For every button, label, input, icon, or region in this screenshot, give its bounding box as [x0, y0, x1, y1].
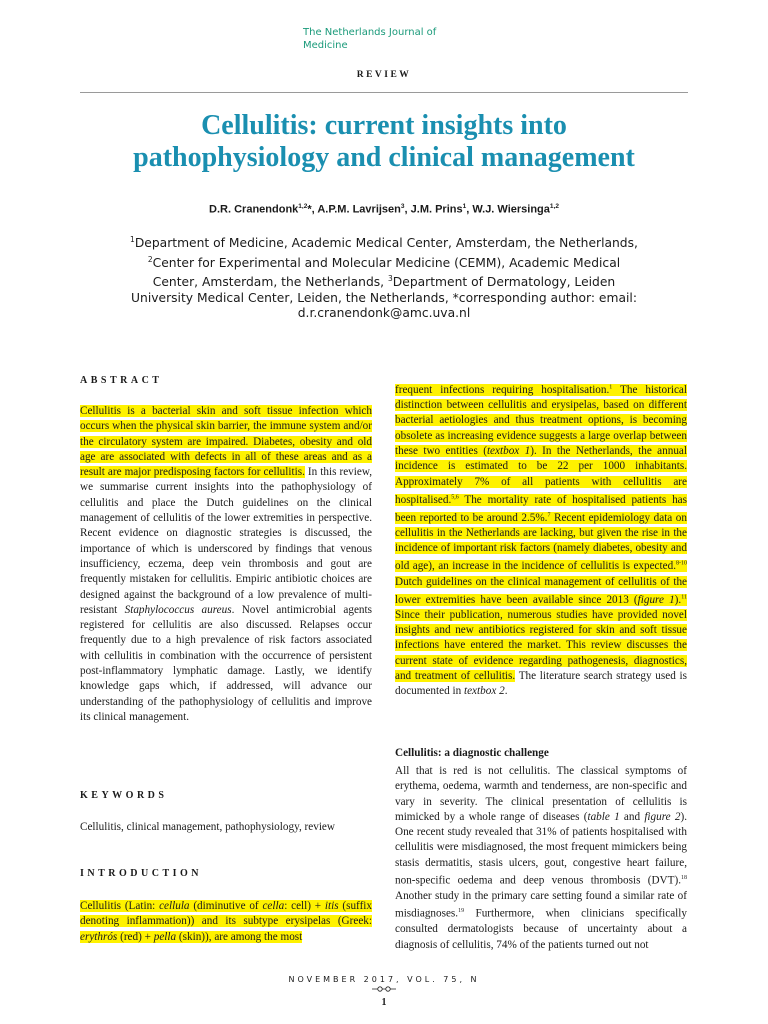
affil-sup-1: 1	[130, 235, 135, 244]
dg-c: and	[619, 810, 645, 823]
rc-i3: textbox 2	[463, 685, 505, 698]
right-column-body	[395, 380, 687, 700]
abstract-text-2: . Novel antimicrobial agents registered for cellulitis are also discussed. Relapses occur frequently due to a high prevalence of risk factors associated with cellulitis in combination with the occurrence of persistent post-inflammatory lymphatic damage. Lastly, we identify knowledge gaps which, if addressed, will advance our understanding of the pathophysiology of cellulitis and improve its clinical management.	[80, 603, 372, 723]
author-affiliation-sup: 1	[462, 203, 467, 210]
section-label: REVIEW	[356, 70, 412, 80]
author-name: A.P.M. Lavrijsen	[317, 203, 401, 216]
title-line-1: Cellulitis: current insights into	[201, 110, 567, 141]
intro-i: (red) +	[117, 930, 154, 943]
page-number: 1	[381, 997, 387, 1008]
dg-d: figure 2	[644, 810, 681, 823]
abstract-heading: ABSTRACT	[80, 375, 163, 386]
intro-e: : cell) +	[284, 900, 325, 912]
footer-ornament-icon	[372, 985, 396, 993]
rc-p9: The literature search strategy used is documented in	[395, 670, 687, 698]
rc-ref-5: 11	[681, 593, 687, 600]
corresponding-mark: *	[307, 203, 312, 216]
abstract-body	[80, 404, 372, 725]
abstract-highlight: Cellulitis is a bacterial skin and soft tissue infection which occurs when the physical skin barrier, the immune system and/or the circulatory system are impaired. Diabetes, obesity and old age are associated with defects in all of these areas and as a result are major predisposing factors for cellulitis.	[80, 405, 372, 479]
rc-p7: ).	[674, 593, 682, 606]
author-name: D.R. Cranendonk	[209, 203, 299, 216]
author-list	[0, 203, 768, 216]
rc-p2: The historical distinction between cellulitis and erysipelas, based on different bacterial aetiologies and thus treatment options, is becoming obsolete as increasing evidence suggests a large overlap between these two entities (	[395, 383, 687, 457]
issue-footer: NOVEMBER 2017, VOL. 75, N	[288, 975, 480, 984]
introduction-heading: INTRODUCTION	[80, 868, 203, 879]
intro-d: cella	[262, 900, 285, 912]
rc-p8: Since their publication, numerous studies have provided novel insights and new antibiotics registered for skin and soft tissue infections have entered the market. This review discusses the current state of evidence regarding pathogenesis, diagnostics, and treatment of cellulitis.	[395, 608, 687, 683]
author-separator: ,	[404, 203, 411, 216]
author-affiliation-sup: 3	[400, 203, 405, 210]
dg-g: Furthermore, when clinicians specifically consulted dermatologists because of uncertainty about a diagnosis of cellulitis, 74% of the patients turned out not	[395, 908, 687, 951]
author-separator: ,	[466, 203, 473, 216]
affil-text-3: Department of Dermatology, Leiden University Medical Center, Leiden, the Netherlands, *corresponding author: email: d.r.cranendonk@amc.uva.nl	[131, 275, 637, 321]
abstract-species: Staphylococcus aureus	[124, 603, 232, 616]
journal-name: The Netherlands Journal of Medicine	[303, 27, 437, 51]
rc-p1: frequent infections requiring hospitalisation.	[395, 383, 610, 396]
intro-f: itis	[324, 900, 339, 912]
intro-a: Cellulitis (Latin:	[80, 900, 160, 912]
affil-text-1: Department of Medicine, Academic Medical Center, Amsterdam, the Netherlands,	[134, 236, 638, 251]
author-name: J.M. Prins	[410, 203, 463, 216]
intro-highlight	[80, 900, 372, 943]
intro-h: erythrós	[80, 930, 118, 943]
keywords-heading: KEYWORDS	[80, 790, 168, 801]
abstract-text-1: In this review, we summarise current insights into the pathophysiology of cellulitis and place the Dutch guidelines on the clinical management of cellulitis of the lower extremities in perspective. Recent evidence on diagnostic strategies is discussed, the importance of which is underscored by findings that venous insufficiency, eczema, deep vein thrombosis and gout are frequently mistaken for cellulitis. Empiric antibiotic choices are designed against the background of a low prevalence of multi-resistant	[80, 466, 373, 616]
author-affiliation-sup: 1,2	[298, 203, 308, 210]
diagnostic-heading: Cellulitis: a diagnostic challenge	[395, 747, 549, 759]
rc-p3: ). In the Netherlands, the annual incidence is estimated to be 22 per 1000 inhabitants. Approximately 7% of all patients with cellulitis are hospitalised.	[395, 444, 687, 506]
rc-p10: .	[504, 685, 508, 698]
rc-ref-2: 5,6	[451, 493, 459, 500]
article-title	[60, 110, 708, 174]
dg-f: Another study in the primary care setting found a similar rate of misdiagnoses.	[395, 890, 687, 921]
diagnostic-body	[395, 764, 687, 953]
rc-p6: Dutch guidelines on the clinical management of cellulitis of the lower extremities have been available since 2013 (	[395, 575, 687, 606]
intro-b: cellula	[159, 900, 190, 912]
rc-ref-3: 7	[547, 511, 551, 518]
dg-a: All that is red is not cellulitis. The classical symptoms of erythema, oedema, warmth and tenderness, are non-specific and vary in severity. The clinical presentation of cellulitis is mimicked by a whole range of diseases (	[395, 765, 687, 823]
author-affiliation-sup: 1,2	[549, 203, 559, 210]
rc-i2: figure 1	[637, 593, 675, 606]
intro-k: (skin)), are among the most	[176, 930, 303, 943]
affil-text-2: Center for Experimental and Molecular Medicine (CEMM), Academic Medical Center, Amsterdam, the Netherlands,	[152, 255, 621, 290]
dg-e: ). One recent study revealed that 31% of patients hospitalised with cellulitis were misdiagnosed, the most frequent mimickers being stasis dermatitis, stasis ulcers, gout, congestive heart failure, non-specific oedema and deep venous thrombosis (DVT).	[395, 810, 688, 887]
author-name: W.J. Wiersinga	[472, 203, 550, 216]
keywords-text: Cellulitis, clinical management, pathophysiology, review	[80, 821, 335, 833]
intro-g: (suffix denoting inflammation)) and its subtype erysipelas (Greek:	[80, 900, 373, 928]
affil-sup-3: 3	[388, 274, 393, 284]
affil-sup-2: 2	[147, 254, 153, 264]
intro-j: pella	[153, 930, 177, 943]
intro-c: (diminutive of	[189, 900, 263, 912]
dg-b: table 1	[587, 810, 620, 823]
affiliations	[130, 232, 638, 322]
dg-ref-2: 19	[458, 908, 465, 915]
dg-ref-1: 18	[681, 875, 687, 882]
rc-ref-1: 1	[609, 384, 613, 390]
author-separator: ,	[311, 203, 318, 216]
right-highlight	[395, 384, 687, 682]
rc-p4: The mortality rate of hospitalised patients has been reported to be around 2.5%.	[395, 493, 687, 524]
rc-i1: textbox 1	[486, 444, 531, 457]
introduction-body	[80, 899, 372, 945]
title-line-2: pathophysiology and clinical management	[133, 142, 635, 173]
rc-p5: Recent epidemiology data on cellulitis in the Netherlands are lacking, but given the rise in the incidence of important risk factors (namely diabetes, obesity and old age), an increase in the incidence of cellulitis is expected.	[395, 511, 687, 573]
rc-ref-4: 8-10	[676, 560, 687, 567]
header-divider	[80, 92, 688, 93]
